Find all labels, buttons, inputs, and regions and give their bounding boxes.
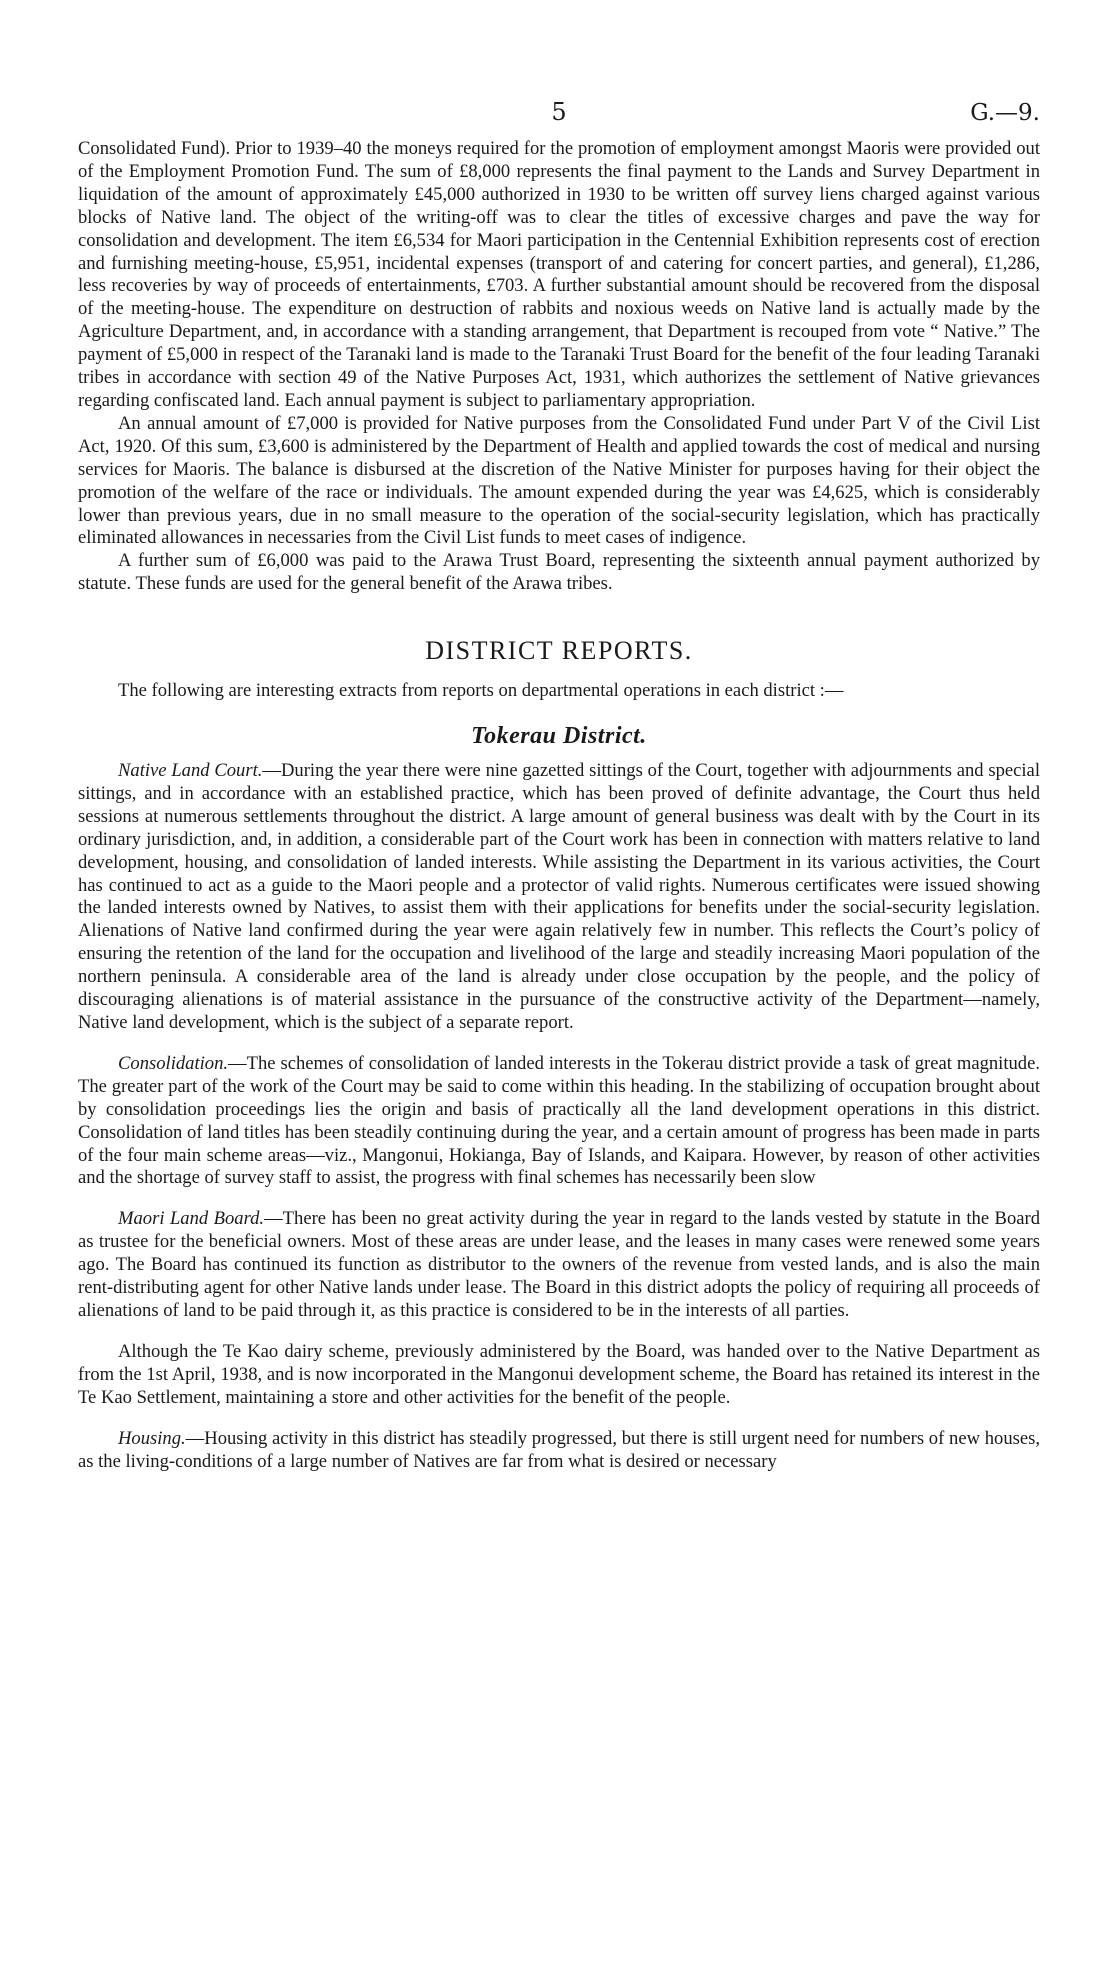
housing-text: —Housing activity in this district has steadily progressed, but there is still urgent need for numbers of new houses, as the living-conditions of a large number of Natives are far from what is desired or necessary: [78, 1427, 1040, 1472]
maori-land-board-title: Maori Land Board.: [118, 1208, 265, 1230]
native-land-court-text: —During the year there were nine gazetted sittings of the Court, together with adjournments and special sittings, and in accordance with an established practice, which has been proved of definite advantage, the Court thus held sessions at numerous settlements throughout the district. A large amount of general business was dealt with by the Court in its ordinary jurisdiction, and, in addition, a considerable part of the Court work has been in connection with matters relative to land development, housing, and consolidation of landed interests. While assisting the Department in its various activities, the Court has continued to act as a guide to the Maori people and a protector of valid rights. Numerous certificates were issued showing the landed interests owned by Natives, to assist them with their applications for benefits under the social-security legislation. Alienations of Native land confirmed during the year were again relatively few in number. This reflects the Court’s policy of ensuring the retention of the land for the occupation and livelihood of the large and steadily increasing Maori population of the northern peninsula. A considerable area of the land is already under close occupation by the people, and the policy of discouraging alienations is of material assistance in the pursuance of the constructive activity of the Department—namely, Native land development, which is the subject of a separate report.: [78, 760, 1040, 1033]
maori-land-board-text: —There has been no great activity during the year in regard to the lands vested by statute in the Board as trustee for the beneficial owners. Most of these areas are under lease, and the leases in many cases were renewed some years ago. The Board has continued its function as distributor to the owners of the revenue from vested lands, and is also the main rent-distributing agent for other Native lands under lease. The Board in this district adopts the policy of requiring all proceeds of alienations of land to be paid through it, as this practice is considered to be in the interests of all parties.: [78, 1208, 1040, 1321]
paragraph-te-kao: Although the Te Kao dairy scheme, previously administered by the Board, was handed over to the Native Department as from the 1st April, 1938, and is now incorporated in the Mangonui development scheme, the Board has retained its interest in the Te Kao Settlement, maintaining a store and other activities for the benefit of the people.: [78, 1340, 1040, 1408]
consolidation-text: —The schemes of consolidation of landed interests in the Tokerau district provide a task of great magnitude. The greater part of the work of the Court may be said to come within this heading. In the stabilizing of occupation brought about by consolidation proceedings lies the origin and basis of practically all the land development operations in this district. Consolidation of land titles has been steadily continuing during the year, and a certain amount of progress has been made in parts of the four main scheme areas—viz., Mangonui, Hokianga, Bay of Islands, and Kaipara. However, by reason of other activities and the shortage of survey staff to assist, the progress with final schemes has necessarily been slow: [78, 1052, 1040, 1189]
page-number: 5: [551, 98, 567, 126]
consolidation-title: Consolidation.: [118, 1052, 229, 1074]
paragraph-arawa-trust: A further sum of £6,000 was paid to the Arawa Trust Board, representing the sixteenth annual payment authorized by statute. These funds are used for the general benefit of the Arawa tribes.: [78, 550, 1040, 595]
paragraph-civil-list: An annual amount of £7,000 is provided for Native purposes from the Consolidated Fund under Part V of the Civil List Act, 1920. Of this sum, £3,600 is administered by the Department of Health and applied towards the cost of medical and nursing services for Maoris. The balance is disbursed at the discretion of the Native Minister for purposes having for their object the promotion of the welfare of the race or individuals. The amount expended during the year was £4,625, which is considerably lower than previous years, due in no small measure to the operation of the social-security legislation, which has practically eliminated allowances in necessaries from the Civil List funds to meet cases of indigence.: [78, 412, 1040, 549]
district-reports-intro: The following are interesting extracts from reports on departmental operations in each district :—: [118, 680, 844, 702]
paragraph-native-land-court: [78, 760, 1040, 1035]
paragraph-housing: [78, 1428, 1040, 1474]
district-reports-heading: DISTRICT REPORTS.: [425, 636, 693, 666]
native-land-court-title: Native Land Court.: [118, 760, 263, 782]
paragraph-consolidated-fund: Consolidated Fund). Prior to 1939–40 the moneys required for the promotion of employment amongst Maoris were provided out of the Employment Promotion Fund. The sum of £8,000 represents the final payment to the Lands and Survey Department in liquidation of the amount of approximately £45,000 authorized in 1930 to be written off survey liens charged against various blocks of Native land. The object of the writing-off was to clear the titles of excessive charges and pave the way for consolidation and development. The item £6,534 for Maori participation in the Centennial Exhibition represents cost of erection and furnishing meeting-house, £5,951, incidental expenses (transport of and catering for concert parties, and general), £1,286, less recoveries by way of proceeds of entertainments, £703. A further substantial amount should be recovered from the disposal of the meeting-house. The expenditure on destruction of rabbits and noxious weeds on Native land is actually made by the Agriculture Department, and, in accordance with a standing arrangement, that Department is recouped from vote “ Native.” The payment of £5,000 in respect of the Taranaki land is made to the Taranaki Trust Board for the benefit of the four leading Taranaki tribes in accordance with section 49 of the Native Purposes Act, 1931, which authorizes the settlement of Native grievances regarding confiscated land. Each annual payment is subject to parliamentary appropriation.: [78, 138, 1040, 411]
paragraph-maori-land-board: [78, 1208, 1040, 1323]
housing-title: Housing.: [118, 1427, 186, 1449]
document-page: [78, 98, 1040, 1473]
paper-reference: G.—9.: [970, 100, 1040, 126]
page-header: [78, 98, 1040, 138]
tokerau-district-heading: Tokerau District.: [471, 723, 647, 750]
paragraph-consolidation: [78, 1053, 1040, 1190]
